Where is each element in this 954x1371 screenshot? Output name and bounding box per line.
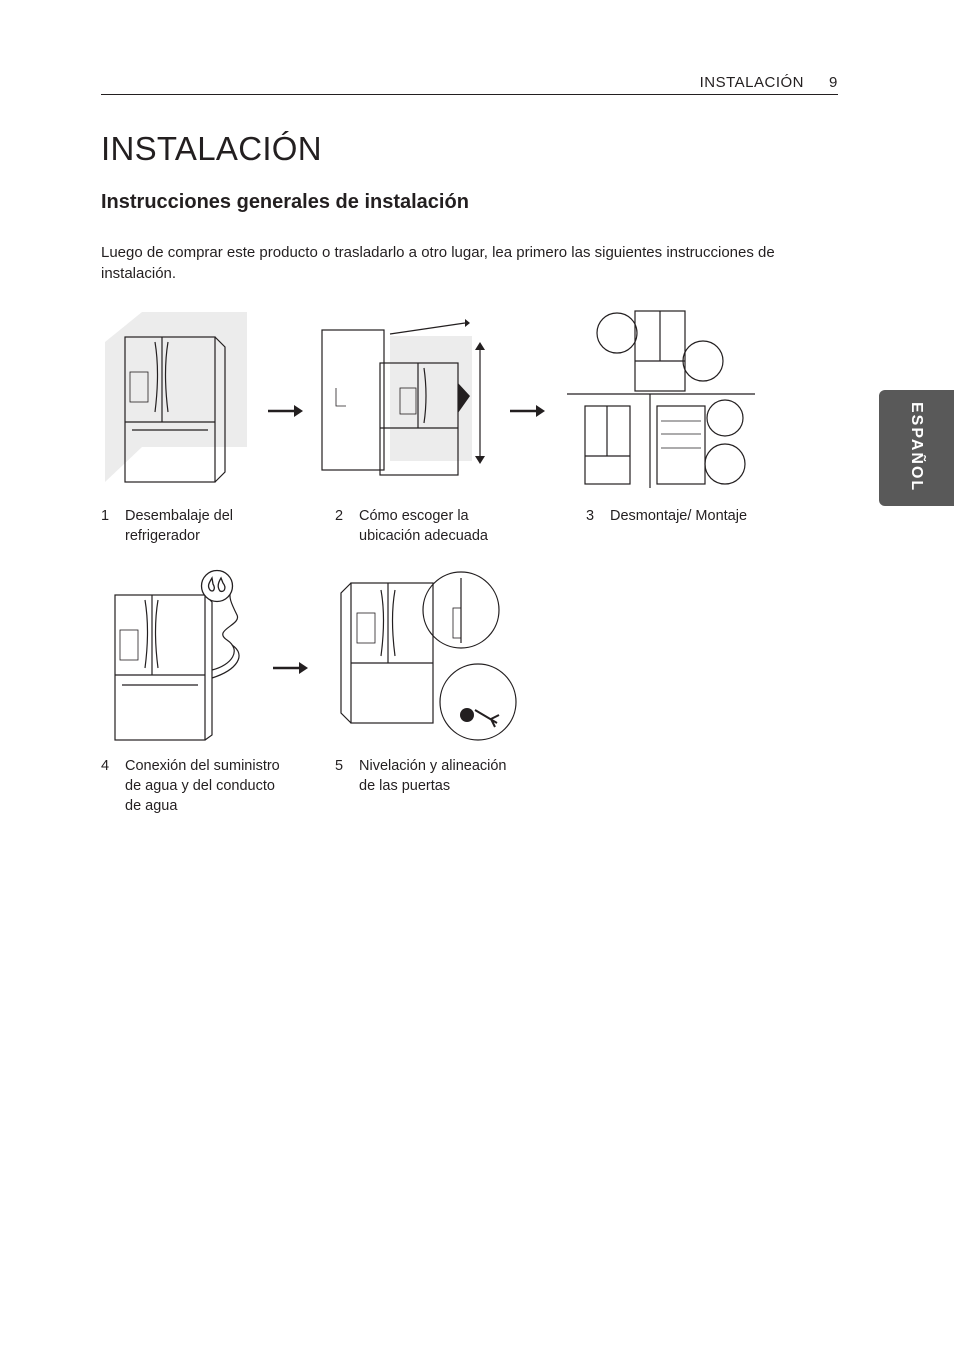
step-number: 4 <box>101 758 110 774</box>
step-caption-1 <box>101 506 301 546</box>
section-subtitle: Instrucciones generales de instalación <box>101 191 469 213</box>
refrigerator-icon <box>565 306 760 492</box>
step-caption-5 <box>335 756 555 796</box>
step-text-line: Nivelación y alineación <box>359 758 507 774</box>
step-text-line: de agua <box>125 798 178 814</box>
language-tab <box>879 390 954 506</box>
refrigerator-icon <box>320 318 495 490</box>
step-text-line: Desmontaje/ Montaje <box>610 508 748 524</box>
arrow-right-icon <box>273 660 309 676</box>
header-divider <box>101 94 838 95</box>
running-header-section: INSTALACIÓN <box>699 74 804 91</box>
arrow-right-icon <box>510 403 546 419</box>
language-tab-label: ESPAÑOL <box>908 402 925 493</box>
step-caption-3 <box>586 506 806 526</box>
step-text-line: de agua y del conducto <box>125 778 275 794</box>
page-number: 9 <box>829 74 838 91</box>
step-text-line: Desembalaje del <box>125 508 234 524</box>
step-text-line: Conexión del suministro <box>125 758 280 774</box>
step-caption-4 <box>101 756 321 816</box>
step-number: 5 <box>335 758 344 774</box>
step-number: 1 <box>101 508 110 524</box>
step-number: 2 <box>335 508 344 524</box>
step-text-line: ubicación adecuada <box>359 528 488 544</box>
step-text-line: Cómo escoger la <box>359 508 469 524</box>
step-text-line: refrigerador <box>125 528 200 544</box>
wrench-icon <box>455 695 505 735</box>
step-caption-2 <box>335 506 545 546</box>
refrigerator-icon <box>112 570 262 745</box>
page-title: INSTALACIÓN <box>101 130 322 167</box>
arrow-right-icon <box>268 403 304 419</box>
refrigerator-icon <box>100 312 250 487</box>
intro-paragraph: Luego de comprar este producto o trasladarlo a otro lugar, lea primero las siguientes instrucciones de instalación. <box>101 244 775 282</box>
water-drop-icon <box>200 569 234 603</box>
step-number: 3 <box>586 508 595 524</box>
step-text-line: de las puertas <box>359 778 451 794</box>
